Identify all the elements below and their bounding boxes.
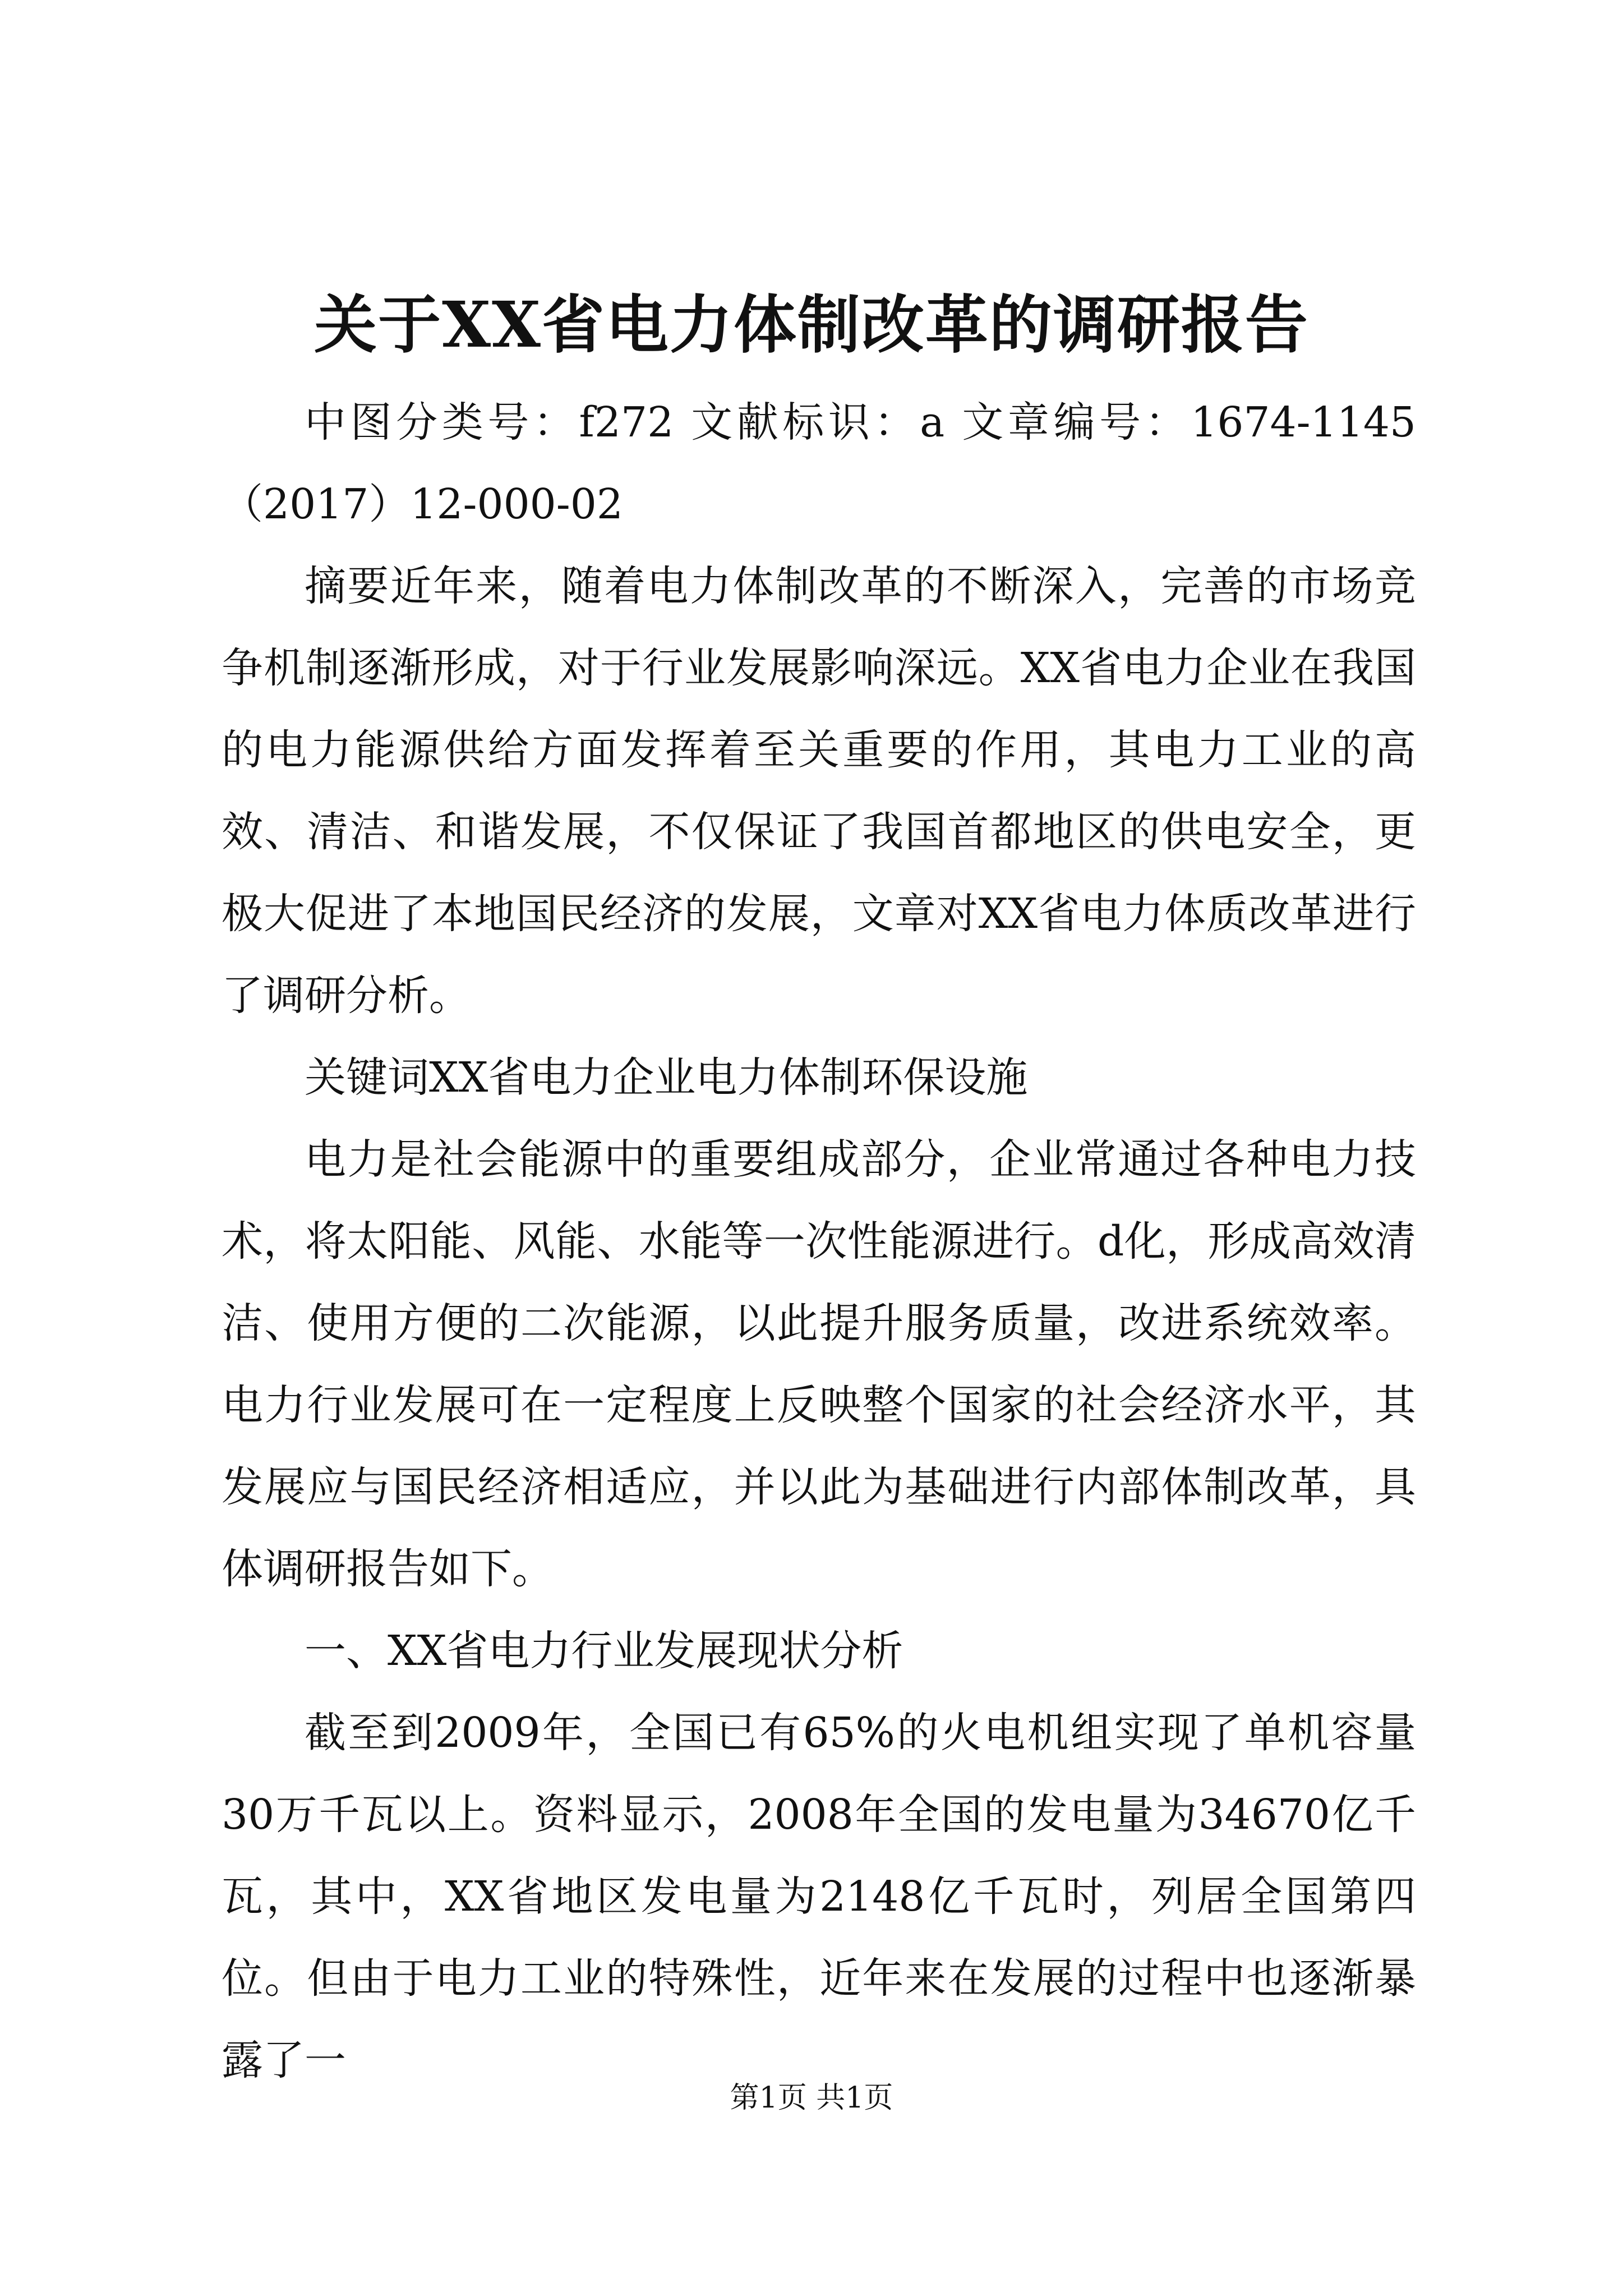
section-paragraph: 截至到2009年，全国已有65%的火电机组实现了单机容量30万千瓦以上。资料显示，2008年全国的发电量为34670亿千瓦，其中，XX省地区发电量为2148亿千瓦时，列居全国第四位。但由于电力工业的特殊性，近年来在发展的过程中也逐渐暴露了一 (222, 1709, 1416, 2085)
intro-paragraph: 电力是社会能源中的重要组成部分，企业常通过各种电力技术，将太阳能、风能、水能等一次性能源进行。d化，形成高效清洁、使用方便的二次能源，以此提升服务质量，改进系统效率。电力行业发展可在一定程度上反映整个国家的社会经济水平，其发展应与国民经济相适应，并以此为基础进行内部体制改革，具体调研报告如下。 (222, 1135, 1416, 1593)
abstract-paragraph: 摘要近年来，随着电力体制改革的不断深入，完善的市场竞争机制逐渐形成，对于行业发展影响深远。XX省电力企业在我国的电力能源供给方面发挥着至关重要的作用，其电力工业的高效、清洁、和谐发展，不仅保证了我国首都地区的供电安全，更极大促进了本地国民经济的发展，文章对XX省电力体质改革进行了调研分析。 (222, 562, 1416, 1020)
classification-line: 中图分类号：f272 文献标识：a 文章编号：1674-1145（2017）12-000-02 (222, 398, 1416, 528)
document-body (222, 381, 1416, 2101)
page-title: 关于XX省电力体制改革的调研报告 (314, 288, 1309, 362)
page-footer: 第1页 共1页 (730, 2081, 893, 2115)
keywords-paragraph: 关键词XX省电力企业电力体制环保设施 (305, 1053, 1028, 1102)
section-heading: 一、XX省电力行业发展现状分析 (305, 1627, 903, 1675)
